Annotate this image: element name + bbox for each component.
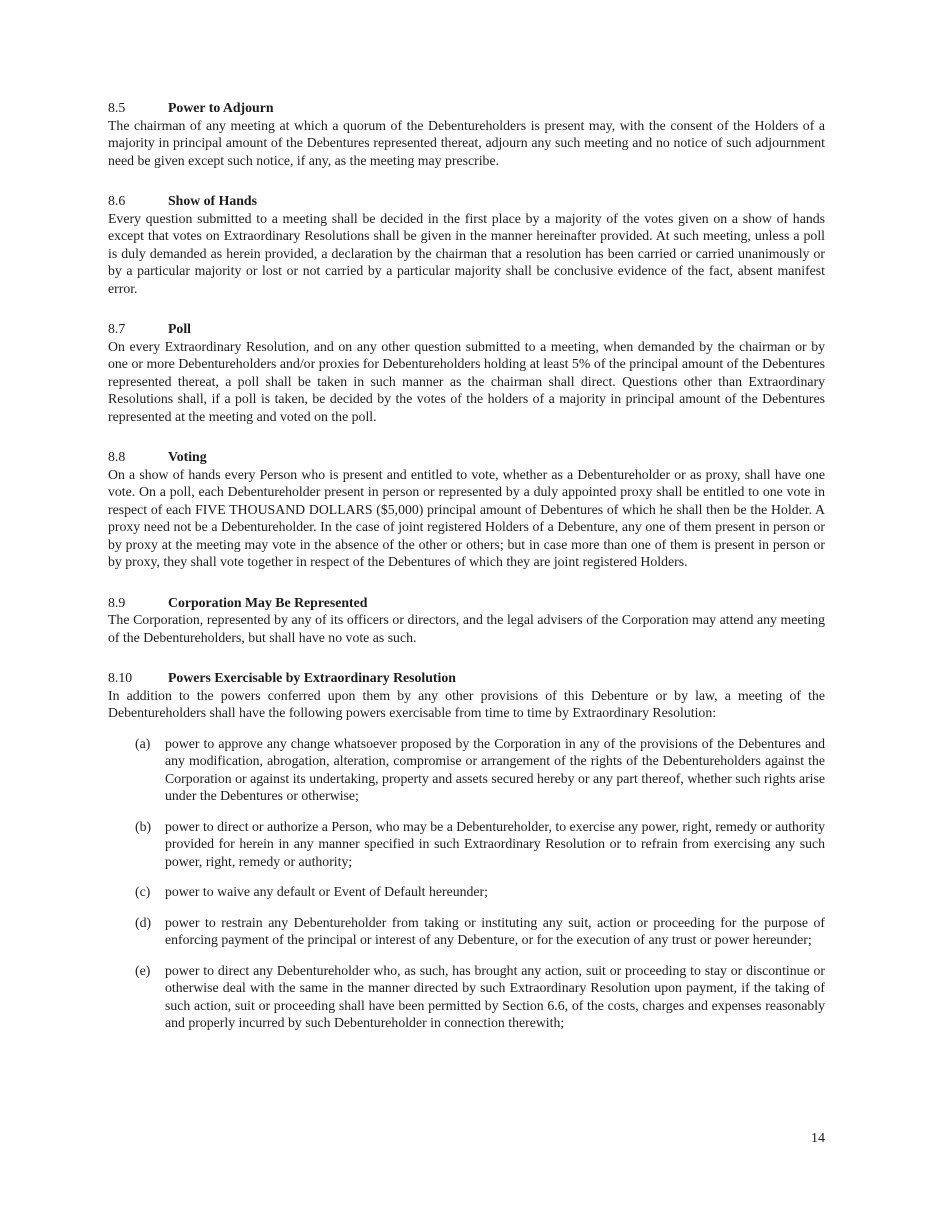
section-power-to-adjourn <box>108 99 825 169</box>
section-number: 8.6 <box>108 193 126 208</box>
page-number: 14 <box>811 1131 825 1146</box>
section-body: Every question submitted to a meeting shall be decided in the first place by a majority of the votes given on a show of hands except that votes on Extraordinary Resolutions shall be given in the manner hereinafter provided. At such meeting, unless a poll is duly demanded as herein provided, a declaration by the chairman that a resolution has been carried or carried unanimously or by a particular majority or lost or not carried by a particular majority shall be conclusive evidence of the fact, absent manifest error. <box>108 210 825 296</box>
section-number: 8.8 <box>108 449 126 464</box>
list-item-a <box>108 735 825 805</box>
section-number: 8.10 <box>108 670 133 685</box>
section-number: 8.9 <box>108 594 126 610</box>
section-body: In addition to the powers conferred upon them by any other provisions of this Debenture or by law, a meeting of the Debentureholders shall have the following powers exercisable from time to time by Extraordinary Resolution: <box>108 687 825 720</box>
section-body: On every Extraordinary Resolution, and on any other question submitted to a meeting, when demanded by the chairman or by one or more Debentureholders and/or proxies for Debentureholders holding at least 5% of the principal amount of the Debentures represented thereat, a poll shall be taken in such manner as the chairman shall direct. Questions other than Extraordinary Resolutions shall, if a poll is taken, be decided by the votes of the holders of a majority in principal amount of the Debentures represented at the meeting and voted on the poll. <box>108 338 825 424</box>
section-body: The chairman of any meeting at which a quorum of the Debentureholders is present may, with the consent of the Holders of a majority in principal amount of the Debentures represented thereat, adjourn any such meeting and no notice of such adjournment need be given except such notice, if any, as the meeting may prescribe. <box>108 117 825 168</box>
section-title: Power to Adjourn <box>168 100 274 115</box>
section-heading <box>108 448 825 466</box>
list-item-c <box>108 883 825 901</box>
section-title: Corporation May Be Represented <box>168 594 368 610</box>
section-number: 8.5 <box>108 100 126 115</box>
section-powers-exercisable <box>108 669 825 1032</box>
section-body: On a show of hands every Person who is present and entitled to vote, whether as a Debentureholder or as proxy, shall have one vote. On a poll, each Debentureholder present in person or represented by a duly appointed proxy shall be entitled to one vote in respect of each FIVE THOUSAND DOLLARS ($5,000) principal amount of Debentures of which he shall then be the Holder. A proxy need not be a Debentureholder. In the case of joint registered Holders of a Debenture, any one of them present in person or by proxy at the meeting may vote in the absence of the other or others; but in case more than one of them is present in person or by proxy, they shall vote together in respect of the Debentures of which they are joint registered Holders. <box>108 466 825 569</box>
list-item-marker: (d) <box>135 914 152 930</box>
section-title: Powers Exercisable by Extraordinary Resolution <box>168 670 456 685</box>
list-item-text: power to waive any default or Event of Default hereunder; <box>165 884 488 899</box>
list-item-text: power to restrain any Debentureholder from taking or instituting any suit, action or proceeding for the purpose of enforcing payment of the principal or interest of any Debenture, or for the execution of any trust or power hereunder; <box>165 914 825 947</box>
section-title: Poll <box>168 321 191 336</box>
list-item-text: power to direct or authorize a Person, who may be a Debentureholder, to exercise any power, right, remedy or authority provided for herein in any manner specified in such Extraordinary Resolution or to refrain from exercising any such power, right, remedy or authority; <box>165 818 825 869</box>
section-heading <box>108 594 825 612</box>
list-item-marker: (a) <box>135 735 151 751</box>
powers-list <box>108 735 825 1032</box>
list-item-text: power to approve any change whatsoever proposed by the Corporation in any of the provisions of the Debentures and any modification, abrogation, alteration, compromise or arrangement of the rights of the Debentureholders against the Corporation or against its undertaking, property and assets secured hereby or any part thereof, whether such rights arise under the Debentures or otherwise; <box>165 735 825 803</box>
list-item-e <box>108 962 825 1032</box>
list-item-marker: (e) <box>135 962 151 978</box>
section-heading <box>108 99 825 117</box>
list-item-text: power to direct any Debentureholder who, as such, has brought any action, suit or proceeding to stay or discontinue or otherwise deal with the same in the manner directed by such Extraordinary Resolution upon payment, if the taking of such action, suit or proceeding shall have been permitted by Section 6.6, of the costs, charges and expenses reasonably and properly incurred by such Debentureholder in connection therewith; <box>165 962 825 1030</box>
section-heading <box>108 320 825 338</box>
section-poll <box>108 320 825 425</box>
section-title: Voting <box>168 449 207 464</box>
section-number: 8.7 <box>108 321 126 336</box>
list-item-d <box>108 914 825 949</box>
section-show-of-hands <box>108 192 825 297</box>
section-corporation-may-be-represented <box>108 594 825 647</box>
list-item-marker: (b) <box>135 818 152 834</box>
list-item-b <box>108 818 825 871</box>
section-voting <box>108 448 825 571</box>
list-item-marker: (c) <box>135 884 151 899</box>
section-heading <box>108 669 825 687</box>
section-title: Show of Hands <box>168 193 257 208</box>
section-body: The Corporation, represented by any of its officers or directors, and the legal advisers of the Corporation may attend any meeting of the Debentureholders, but shall have no vote as such. <box>108 612 825 645</box>
section-heading <box>108 192 825 210</box>
